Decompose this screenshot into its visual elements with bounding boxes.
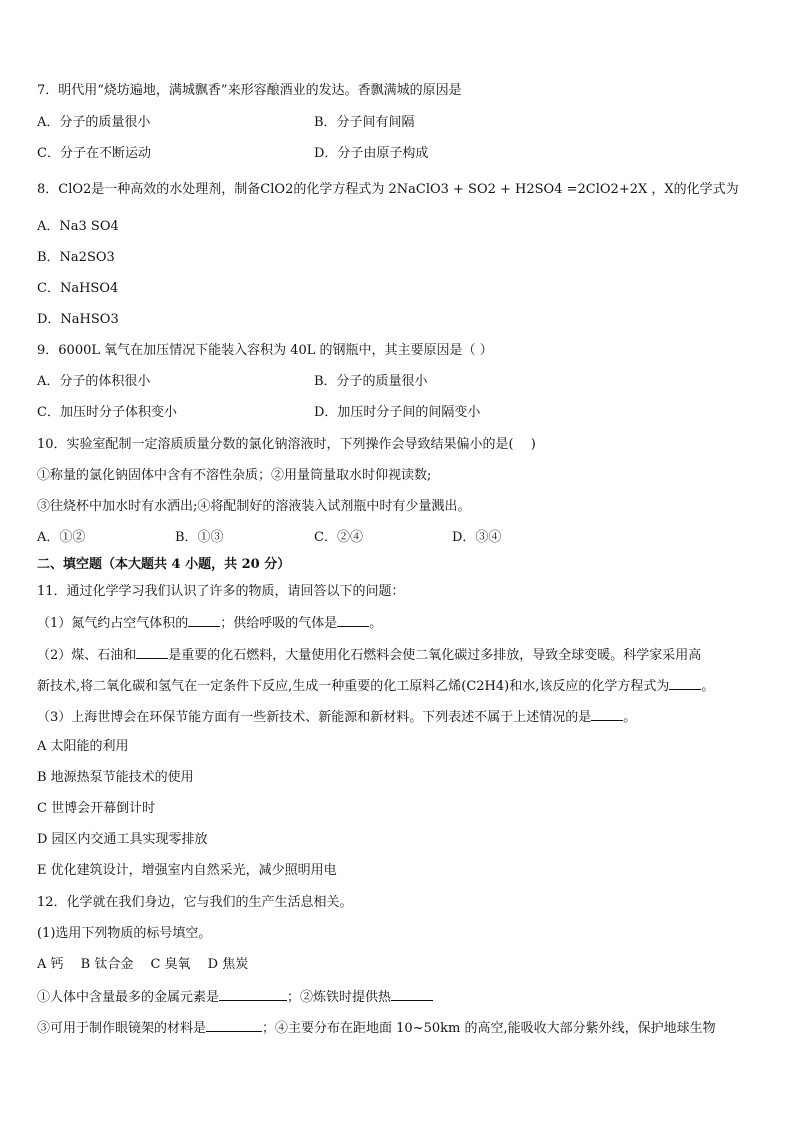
q12-stem: 12．化学就在我们身边，它与我们的生产生活息相关。 — [37, 895, 353, 910]
q12-sub-1: (1)选用下列物质的标号填空。 — [37, 926, 212, 941]
q9-stem: 9．6000L 氧气在加压情况下能装入容积为 40L 的钢瓶中，其主要原因是（ ） — [37, 343, 493, 358]
q11-part-3-text-b: 。 — [623, 710, 637, 725]
q11-part-2 — [37, 645, 701, 665]
q11-option-b: B 地源热泵节能技术的使用 — [37, 770, 194, 785]
q11-part-2-cont — [37, 676, 714, 696]
q7-option-a: A．分子的质量很小 — [37, 115, 151, 130]
q11-part-1-text-c: 。 — [369, 616, 383, 631]
q10-option-b: B．①③ — [175, 530, 224, 545]
q8-option-d: D．NaHSO3 — [37, 312, 119, 327]
q9-option-b: B．分子的质量很小 — [314, 374, 428, 389]
q11-option-e: E 优化建筑设计，增强室内自然采光，减少照明用电 — [37, 863, 337, 878]
q8-option-c: C．NaHSO4 — [37, 281, 119, 296]
q12-line-2-text-b: ；④主要分布在距地面 10~50km 的高空,能吸收大部分紫外线，保护地球生物 — [262, 1021, 716, 1036]
q11-blank-5[interactable] — [591, 707, 623, 721]
q11-part-1-text-a: （1）氮气约占空气体积的 — [37, 616, 189, 631]
q9-option-c: C．加压时分子体积变小 — [37, 405, 177, 420]
q8-option-b: B．Na2SO3 — [37, 250, 115, 265]
q12-line-2-text-a: ③可用于制作眼镜架的材料是 — [37, 1021, 207, 1036]
q9-option-d: D．加压时分子间的间隔变小 — [314, 405, 481, 420]
q11-blank-2[interactable] — [337, 613, 369, 627]
q10-option-a: A．①② — [37, 530, 86, 545]
q10-stem: 10．实验室配制一定溶质质量分数的氯化钠溶液时，下列操作会导致结果偏小的是( ) — [37, 437, 536, 452]
q12-choices: A 钙 B 钛合金 C 臭氧 D 焦炭 — [37, 957, 249, 972]
q7-stem: 7．明代用“烧坊遍地，满城飘香”来形容酿酒业的发达。香飘满城的原因是 — [37, 83, 462, 98]
q11-part-2-text-d: 。 — [701, 679, 715, 694]
q12-line-1 — [37, 987, 433, 1007]
q11-option-d: D 园区内交通工具实现零排放 — [37, 832, 208, 847]
q11-blank-1[interactable] — [188, 613, 220, 627]
q11-part-2-text-b: 是重要的化石燃料，大量使用化石燃料会使二氧化碳过多排放，导致全球变暖。科学家采用高 — [168, 648, 702, 663]
q8-stem: 8．ClO2是一种高效的水处理剂，制备ClO2的化学方程式为 2NaClO3 + SO2 + H2SO4 =2ClO2+2X ，X的化学式为 — [37, 182, 739, 197]
q12-line-1-text-b: ；②炼铁时提供热 — [287, 990, 392, 1005]
q7-option-d: D．分子由原子构成 — [314, 146, 429, 161]
q8-option-a: A．Na3 SO4 — [37, 219, 119, 234]
q9-option-a: A．分子的体积很小 — [37, 374, 151, 389]
q12-line-1-text-a: ①人体中含量最多的金属元素是 — [37, 990, 220, 1005]
q11-option-a: A 太阳能的利用 — [37, 739, 129, 754]
q10-option-d: D．③④ — [452, 530, 502, 545]
q11-part-1-text-b: ；供给呼吸的气体是 — [220, 616, 338, 631]
q11-part-3-text-a: （3）上海世博会在环保节能方面有一些新技术、新能源和新材料。下列表述不属于上述情况的是 — [37, 710, 592, 725]
q7-option-c: C．分子在不断运动 — [37, 146, 151, 161]
q11-part-3 — [37, 707, 636, 727]
q12-blank-3[interactable] — [206, 1018, 262, 1032]
q11-part-1 — [37, 613, 382, 633]
q10-statement-line-1: ①称量的氯化钠固体中含有不溶性杂质；②用量筒量取水时仰视读数; — [37, 468, 432, 483]
q11-part-2-text-c: 新技术,将二氧化碳和氢气在一定条件下反应,生成一种重要的化工原料乙烯(C2H4)和水,该反应的化学方程式为 — [37, 679, 670, 694]
q7-option-b: B．分子间有间隔 — [314, 115, 415, 130]
q10-statement-line-2: ③往烧杯中加水时有水洒出;④将配制好的溶液装入试剂瓶中时有少量溅出。 — [37, 499, 471, 514]
q10-option-c: C．②④ — [314, 530, 363, 545]
q11-blank-4[interactable] — [669, 676, 701, 690]
q11-stem: 11．通过化学学习我们认识了许多的物质，请回答以下的问题： — [37, 584, 405, 599]
q11-blank-3[interactable] — [136, 645, 168, 659]
q11-part-2-text-a: （2）煤、石油和 — [37, 648, 137, 663]
q12-line-2 — [37, 1018, 716, 1038]
q11-option-c: C 世博会开幕倒计时 — [37, 801, 156, 816]
q12-blank-1[interactable] — [219, 987, 287, 1001]
q12-blank-2[interactable] — [391, 987, 433, 1001]
section-title-fill-in: 二、填空题（本大题共 4 小题，共 20 分） — [37, 557, 291, 572]
